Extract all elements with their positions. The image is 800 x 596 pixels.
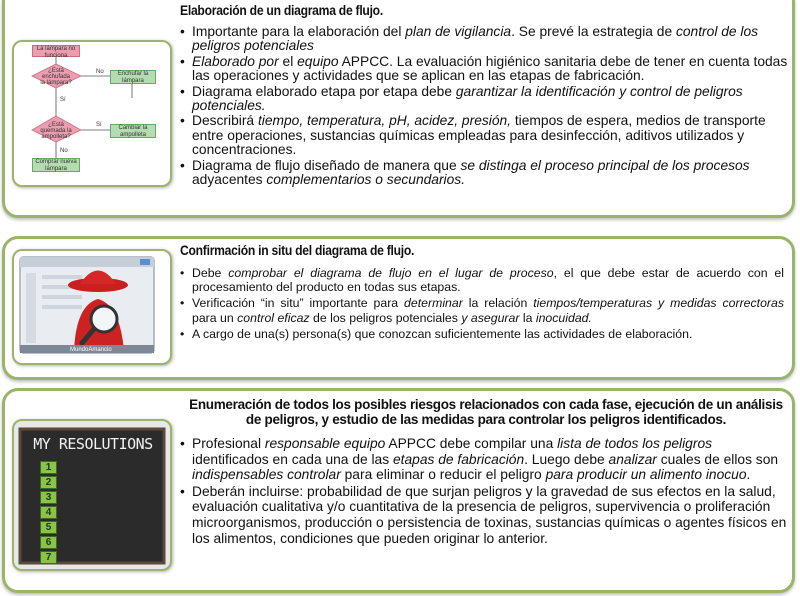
- section-title-in-situ: Confirmación in situ del diagrama de flujo.: [180, 243, 415, 258]
- bullet-item: • Elaborado por el equipo APPCC. La evaluación higiénico sanitaria debe de tener en cuenta todas las operaciones y actividades que se aplican en las etapas de fabricación.: [180, 55, 792, 84]
- bullet-list-hazards: [180, 436, 792, 547]
- flow-action-2: Cambiar la ampolleta: [110, 124, 156, 138]
- bullet-item: • Importante para la elaboración del plan de vigilancia. Se prevé la estrategia de control de los peligros potenciales: [180, 25, 792, 54]
- flow-q1-yes: Sí: [60, 97, 66, 103]
- flow-question-2: ¿Está quemada la ampolleta?: [40, 122, 72, 140]
- resolution-number: 3: [40, 491, 57, 504]
- bullet-item: • Deberán incluirse: probabilidad de que surjan peligros y la gravedad de sus efectos en la salud, evaluación cualitativa y/o cuantitativa de la presencia de peligros, supervivencia o proliferación microorganismos, producción o persistencia de toxinas, sustancias químicas o agentes físicos en los alimentos, condiciones que pueden originar lo anterior.: [180, 484, 792, 546]
- bullet-list-flow-diagram: [180, 25, 792, 188]
- flow-q1-no: No: [96, 69, 104, 75]
- flow-question-1: ¿Está enchufada la lámpara?: [40, 68, 72, 86]
- bullet-item: • Verificación “in situ” importante para determinar la relación tiempos/temperaturas y medidas correctoras para un control eficaz de los peligros potenciales y asegurar la inocuidad.: [180, 296, 784, 324]
- bullet-item: • Describirá tiempo, temperatura, pH, acidez, presión, tiempos de espera, medios de transporte entre operaciones, sustancias químicas empleadas para desinfección, aditivos utilizados y concentraciones.: [180, 114, 792, 157]
- flow-q2-no: No: [60, 148, 68, 154]
- resolution-number: 1: [40, 461, 57, 474]
- inspector-image: [12, 249, 172, 365]
- flowchart-image: [12, 40, 172, 187]
- flow-end-box: Comprar nueva lámpara: [32, 158, 80, 172]
- resolution-number: 5: [40, 521, 57, 534]
- panel-in-situ-confirmation: [2, 236, 795, 380]
- bullet-item: • Debe comprobar el diagrama de flujo en el lugar de proceso, el que debe estar de acuerdo con el procesamiento del producto en todas sus etapas.: [180, 266, 784, 294]
- flow-start-box: La lámpara no funciona: [32, 45, 80, 57]
- panel-hazard-enumeration: [2, 388, 795, 593]
- section-title-hazards: Enumeración de todos los posibles riesgos relacionados con cada fase, ejecución de un análisis de peligros, y estudio de las medidas para controlar los peligros identificados.: [189, 397, 783, 427]
- bullet-item: • Diagrama elaborado etapa por etapa debe garantizar la identificación y control de peligros potenciales.: [180, 85, 792, 114]
- resolution-number: 7: [40, 551, 57, 564]
- flow-q2-yes: Sí: [96, 122, 102, 128]
- bullet-list-in-situ: [180, 266, 784, 343]
- image-caption: MundoAmancio: [70, 347, 112, 353]
- bullet-item: • Diagrama de flujo diseñado de manera que se distinga el proceso principal de los procesos adyacentes complementarios o secundarios.: [180, 159, 792, 188]
- panel-flow-diagram: [2, 0, 795, 218]
- browser-close-icon: [140, 259, 150, 265]
- resolutions-image: [12, 419, 172, 571]
- resolution-number: 2: [40, 476, 57, 489]
- chalkboard-heading: MY RESOLUTIONS: [33, 435, 153, 453]
- bullet-item: • Profesional responsable equipo APPCC debe compilar una lista de todos los peligros identificados en cada una de las etapas de fabricación. Luego debe analizar cuales de ellos son indispensables controlar para eliminar o reducir el peligro para producir un alimento inocuo.: [180, 436, 792, 483]
- flow-action-1: Enchufar la lámpara: [110, 70, 156, 84]
- bullet-item: • A cargo de una(s) persona(s) que conozcan suficientemente las actividades de elaboración.: [180, 327, 784, 341]
- browser-titlebar: [20, 257, 154, 267]
- resolution-number: 6: [40, 536, 57, 549]
- resolution-number: 4: [40, 506, 57, 519]
- section-title-flow-diagram: Elaboración de un diagrama de flujo.: [180, 3, 383, 18]
